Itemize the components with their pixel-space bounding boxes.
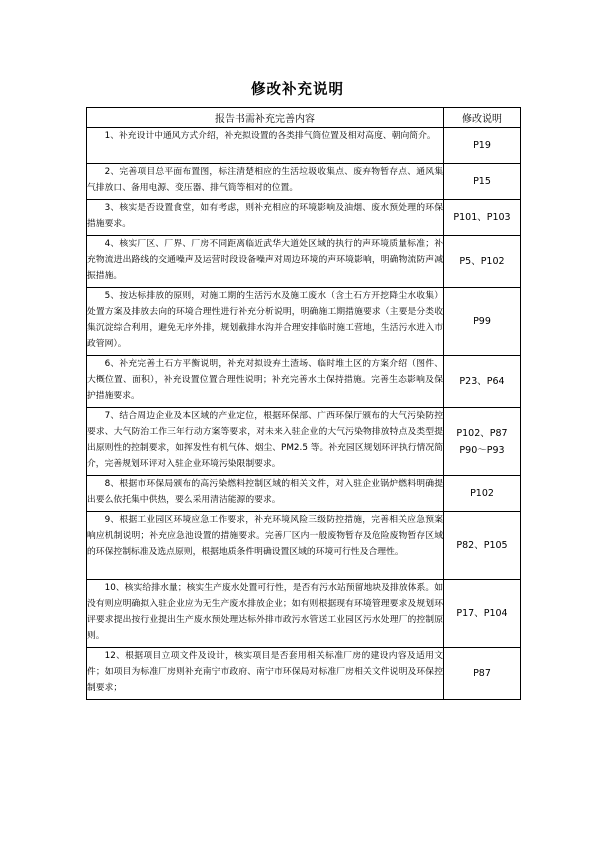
row-page: P87: [473, 668, 491, 679]
row-text: 12、根据项目立项文件及设计，核实项目是否套用相关标准厂房的建设内容及适用文件；如项目为标准厂房则补充南宁市政府、南宁市环保局对标准厂房相关文件说明及环保控制要求；: [87, 651, 443, 693]
row-text: 4、核实厂区、厂界、厂房不同距离临近武华大道处区域的执行的声环境质量标准；补充物流进出路线的交通噪声及运营时段设备噪声对周边环境的声环境影响，明确物流防声减振措施。: [87, 239, 443, 281]
row-page: P23、P64: [459, 376, 505, 387]
row-text: 6、补充完善土石方平衡说明，补充对拟设弃土渣场、临时堆土区的方案介绍（图件、大概位置、面积），补充设置位置合理性说明；补充完善水土保持措施。完善生态影响及保护措施要求。: [87, 359, 443, 401]
row-text: 1、补充设计中通风方式介绍，补充拟设置的各类排气筒位置及相对高度、朝向简介。: [104, 131, 436, 141]
row-page: P82、P105: [456, 540, 508, 551]
header-content: 报告书需补充完善内容: [87, 108, 444, 128]
row-text: 5、按达标排放的原则，对施工期的生活污水及施工废水（含土石方开挖降尘水收集）处置方案及排放去向的环境合理性进行补充分析说明，明确施工期措施要求（主要是分类收集沉淀综合利用，避免无序外排，规划截排水沟并合理安排临时施工营地，生活污水进入市政管网）。: [87, 291, 443, 349]
row-page: P17、P104: [456, 608, 508, 619]
row-page: P99: [473, 316, 491, 327]
row-text: 3、核实是否设置食堂，如有考虑，则补充相应的环境影响及油烟、废水预处理的环保措施要求。: [87, 203, 443, 229]
row-text: 7、结合周边企业及本区域的产业定位，根据环保部、广西环保厅颁布的大气污染防控要求、大气防治工作三年行动方案等要求，对未来入驻企业的大气污染物排放特点及类型提出原则性的控制要求，如挥发性有机气体、烟尘、PM2.5 等。补充园区规划环评执行情况简介，完善规划环评对入驻企业环境污染限制要求。: [87, 411, 443, 469]
row-text: 10、核实给排水量；核实生产废水处置可行性，是否有污水站预留地块及排放体系。如没有则应明确拟入驻企业应为无生产废水排放企业；如有则根据现有环境管理要求及规划环评要求提出按行业提出生产废水预处理达标外排市政污水管送工业园区污水处理厂的控制原则。: [87, 583, 443, 641]
table-row: [87, 200, 521, 236]
table-row: [87, 476, 521, 512]
table-row: [87, 356, 521, 408]
table-row: [87, 128, 521, 164]
row-page: P102、P87: [456, 427, 508, 439]
row-page: P101、P103: [453, 212, 511, 223]
table-row: [87, 648, 521, 700]
row-text: 2、完善项目总平面布置图，标注清楚相应的生活垃圾收集点、废弃物暂存点、通风集气排放口、备用电源、变压器、排气筒等相对的位置。: [87, 167, 443, 193]
table-header-row: [87, 108, 521, 128]
row-text: 8、根据市环保局颁布的高污染燃料控制区域的相关文件，对入驻企业锅炉燃料明确提出要么依托集中供热，要么采用清洁能源的要求。: [87, 479, 443, 505]
row-page: P19: [473, 140, 491, 151]
page-title: 修改补充说明: [251, 82, 344, 98]
header-pages: 修改说明: [444, 108, 521, 128]
row-page: P102: [470, 488, 494, 499]
table-row: [87, 512, 521, 580]
table-row: [87, 580, 521, 648]
table-row: [87, 164, 521, 200]
supplement-table: [86, 107, 521, 700]
table-row: [87, 288, 521, 356]
row-text: 9、根据工业园区环境应急工作要求，补充环境风险三级防控措施，完善相关应急预案响应机制说明；补充应急池设置的措施要求。完善厂区内一般废物暂存及危险废物暂存区域的环保控制标准及选点原则，根据地质条件明确设置区域的环境可行性及合理性。: [87, 515, 443, 557]
table-row: [87, 236, 521, 288]
row-page: P15: [473, 176, 491, 187]
row-page: P90～P93: [459, 444, 505, 456]
row-page: P5、P102: [459, 256, 505, 267]
table-row: [87, 408, 521, 476]
